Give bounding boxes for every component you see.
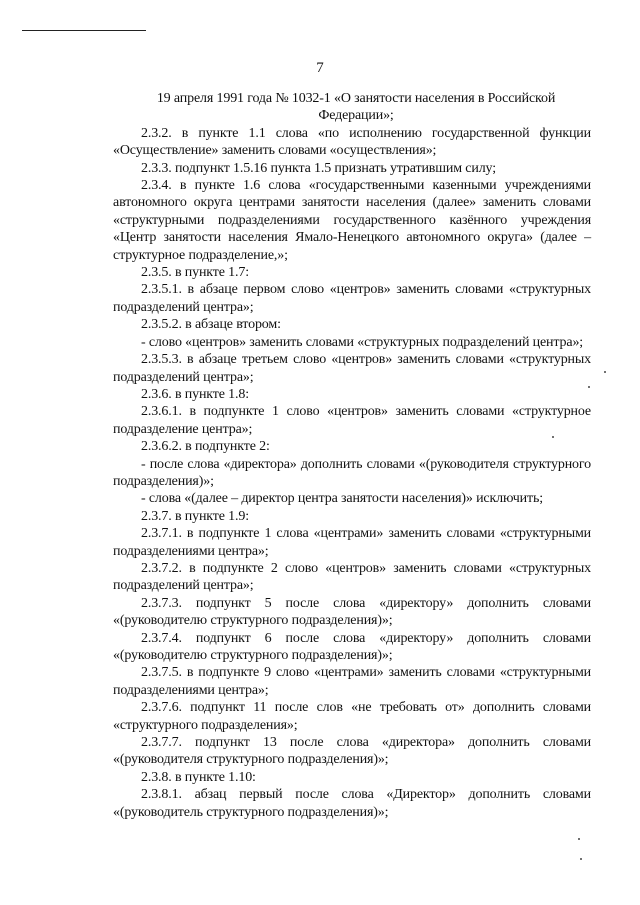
paragraph: 2.3.7.5. в подпункте 9 слово «центрами» заменить словами «структурными подразделениями центра»; [113,665,591,698]
page-number: 7 [316,60,324,76]
paragraph: 2.3.5. в пункте 1.7: [141,265,249,281]
scan-speck [604,371,606,373]
top-rule [22,30,146,31]
paragraph: 2.3.6.1. в подпункте 1 слово «центров» заменить словами «структурное подразделение центра»; [113,404,591,437]
paragraph: 2.3.7. в пункте 1.9: [141,508,249,524]
paragraph: 2.3.8. в пункте 1.10: [141,769,256,785]
paragraph: - после слова «директора» дополнить словами «(руководителя структурного подразделения)»; [113,456,591,489]
paragraph: 2.3.5.1. в абзаце первом слово «центров» заменить словами «структурных подразделений центра»; [113,282,591,315]
paragraph: 2.3.7.1. в подпункте 1 слова «центрами» заменить словами «структурными подразделениями центра»; [113,526,591,559]
scan-speck [552,436,554,438]
heading-line-2: Федерации»; [318,108,394,124]
paragraph: 2.3.4. в пункте 1.6 слова «государственными казенными учреждениями автономного округа центрами занятости населения (далее» заменить словами «структурными подразделениями государственного казённого учреждения «Центр занятости населения Ямало-Ненецкого автономного округа» (далее – структурное подразделение,»; [113,178,591,263]
paragraph: 2.3.7.6. подпункт 11 после слов «не требовать от» дополнить словами «структурного подразделения»; [113,700,591,733]
paragraph: 2.3.6. в пункте 1.8: [141,386,249,402]
document-body [113,90,591,821]
paragraph: 2.3.5.2. в абзаце втором: [141,317,281,333]
paragraph: 2.3.8.1. абзац первый после слова «Директор» дополнить словами «(руководитель структурного подразделения)»; [113,787,591,820]
paragraph: 2.3.2. в пункте 1.1 слова «по исполнению государственной функции «Осуществление» заменить словами «осуществления»; [113,125,591,159]
heading-line-1: 19 апреля 1991 года № 1032-1 «О занятости населения в Российской [156,91,556,106]
paragraph: 2.3.5.3. в абзаце третьем слово «центров» заменить словами «структурных подразделений центра»; [113,352,591,385]
paragraph: 2.3.7.3. подпункт 5 после слова «директору» дополнить словами «(руководителю структурного подразделения)»; [113,595,591,629]
scan-speck [578,838,580,840]
paragraph: 2.3.6.2. в подпункте 2: [141,439,270,455]
paragraph: - слова «(далее – директор центра занятости населения)» исключить; [141,491,543,507]
paragraph: - слово «центров» заменить словами «структурных подразделений центра»; [141,334,584,350]
scan-speck [588,386,590,388]
paragraph: 2.3.7.7. подпункт 13 после слова «директора» дополнить словами «(руководителя структурного подразделения)»; [113,735,591,768]
paragraph: 2.3.3. подпункт 1.5.16 пункта 1.5 признать утратившим силу; [141,160,496,176]
scan-speck [580,858,582,860]
paragraph: 2.3.7.2. в подпункте 2 слово «центров» заменить словами «структурных подразделений центра»; [113,560,591,594]
paragraph: 2.3.7.4. подпункт 6 после слова «директору» дополнить словами «(руководителю структурного подразделения)»; [113,630,591,663]
